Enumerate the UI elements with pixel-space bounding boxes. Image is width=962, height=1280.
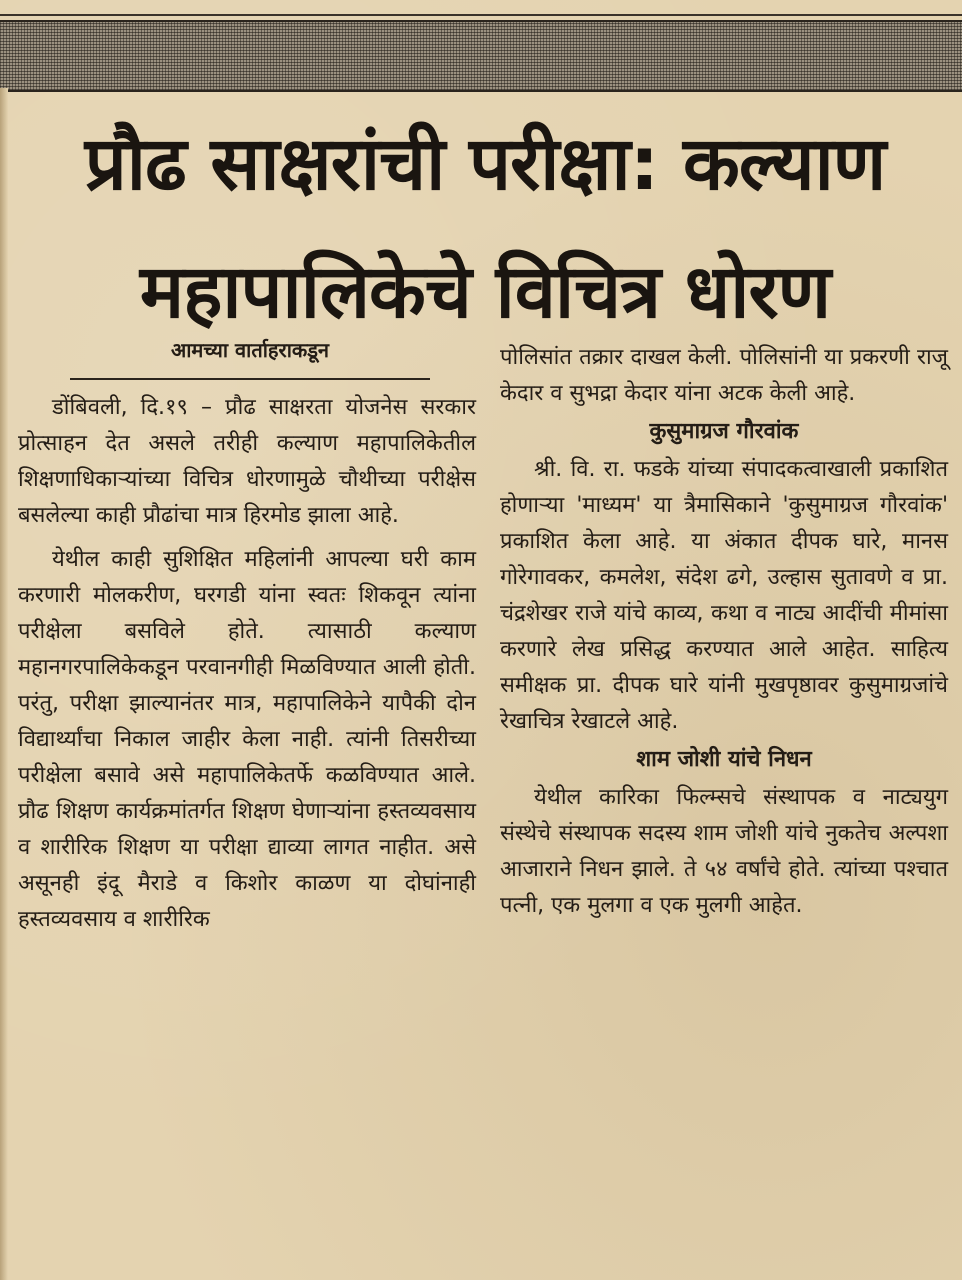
left-column: [18, 390, 476, 938]
byline: आमच्या वार्ताहराकडून: [170, 338, 330, 362]
subhead-kusumagraj: कुसुमाग्रज गौरवांक: [649, 419, 799, 444]
halftone-band: [0, 20, 962, 92]
right-paragraph-3: येथील कारिका फिल्म्सचे संस्थापक व नाट्ययुग संस्थेचे संस्थापक सदस्य शाम जोशी यांचे नुकतेच अल्पशा आजाराने निधन झाले. ते ५४ वर्षांचे होते. त्यांच्या पश्चात पत्नी, एक मुलगा व एक मुलगी आहेत.: [500, 785, 948, 918]
right-paragraph-1: पोलिसांत तक्रार दाखल केली. पोलिसांनी या प्रकरणी राजू केदार व सुभद्रा केदार यांना अटक केली आहे.: [500, 345, 948, 406]
top-rule: [0, 14, 962, 16]
left-paragraph-1: डोंबिवली, दि.१९ – प्रौढ साक्षरता योजनेस सरकार प्रोत्साहन देत असले तरीही कल्याण महापालिकेतील शिक्षणाधिकाऱ्यांच्या विचित्र धोरणामुळे चौथीच्या परीक्षेस बसलेल्या काही प्रौढांचा मात्र हिरमोड झाला आहे.: [18, 395, 476, 528]
byline-rule: [70, 378, 430, 380]
subhead-sham-joshi: शाम जोशी यांचे निधन: [636, 747, 812, 772]
torn-edge: [0, 88, 8, 1280]
right-paragraph-2: श्री. वि. रा. फडके यांच्या संपादकत्वाखाली प्रकाशित होणाऱ्या 'माध्यम' या त्रैमासिकाने 'कुसुमाग्रज गौरवांक' प्रकाशित केला आहे. या अंकात दीपक घारे, मानस गोरेगावकर, कमलेश, संदेश ढगे, उल्हास सुतावणे व प्रा. चंद्रशेखर राजे यांचे काव्य, कथा व नाट्य आदींची मीमांसा करणारे लेख प्रसिद्ध करण्यात आले आहेत. साहित्य समीक्षक प्रा. दीपक घारे यांनी मुखपृष्ठावर कुसुमाग्रजांचे रेखाचित्र रेखाटले आहे.: [500, 457, 948, 734]
right-column: [500, 340, 948, 924]
left-paragraph-2: येथील काही सुशिक्षित महिलांनी आपल्या घरी काम करणारी मोलकरीण, घरगडी यांना स्वतः शिकवून त्यांना परीक्षेला बसविले होते. त्यासाठी कल्याण महानगरपालिकेकडून परवानगीही मिळविण्यात आली होती. परंतु, परीक्षा झाल्यानंतर मात्र, महापालिकेने यापैकी दोन विद्यार्थ्यांचा निकाल जाहीर केला नाही. त्यांनी तिसरीच्या परीक्षेला बसावे असे महापालिकेतर्फे कळविण्यात आले. प्रौढ शिक्षण कार्यक्रमांतर्गत शिक्षण घेणाऱ्यांना हस्तव्यवसाय व शारीरिक शिक्षण या परीक्षा द्याव्या लागत नाहीत. असे असूनही इंदू मैराडे व किशोर काळण या दोघांनाही हस्तव्यवसाय व शारीरिक: [18, 547, 476, 932]
headline: प्रौढ साक्षरांची परीक्षा: कल्याण महापालिकेचे विचित्र धोरण: [84, 121, 886, 335]
